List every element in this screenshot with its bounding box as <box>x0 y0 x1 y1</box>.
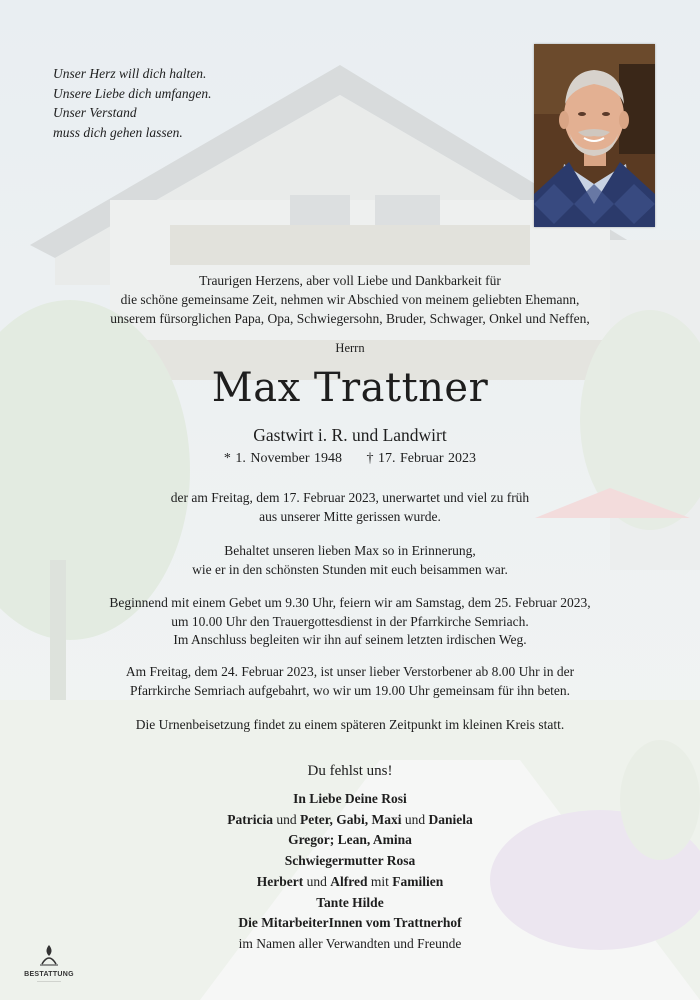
funeral-home-logo <box>18 944 80 984</box>
intro-line: Traurigen Herzens, aber voll Liebe und Dankbarkeit für <box>199 273 501 288</box>
death-date: † 17. Februar 2023 <box>366 451 477 466</box>
portrait-photo <box>534 44 655 227</box>
candle-flame-icon <box>37 944 61 966</box>
mourner-line: im Namen aller Verwandten und Freunde <box>238 935 462 951</box>
connector-word: und <box>276 811 297 827</box>
salutation: Herrn <box>335 341 365 355</box>
life-dates <box>0 451 700 467</box>
poem-line: Unser Herz will dich halten. <box>53 66 207 81</box>
paragraph-line: Pfarrkirche Semriach aufgebahrt, wo wir um 19.00 Uhr gemeinsam für ihn beten. <box>129 682 571 698</box>
logo-subtext: —————— <box>37 978 61 983</box>
paragraph-remembrance <box>0 542 700 579</box>
paragraph-death-notice <box>0 489 700 526</box>
mourner-line: Tante Hilde <box>316 894 384 910</box>
mourner-name: Familien <box>392 873 444 889</box>
poem-line: muss dich gehen lassen. <box>53 124 183 140</box>
closing-phrase: Du fehlst uns! <box>307 763 393 779</box>
paragraph-line: aus unserer Mitte gerissen wurde. <box>259 508 441 524</box>
paragraph-viewing <box>0 663 700 700</box>
birth-date: * 1. November 1948 <box>223 451 343 466</box>
poem-verse <box>53 64 211 142</box>
paragraph-line: um 10.00 Uhr den Trauergottesdienst in der Pfarrkirche Semriach. <box>171 613 529 629</box>
paragraph-line: der am Freitag, dem 17. Februar 2023, unerwartet und viel zu früh <box>170 490 530 505</box>
poem-line: Unsere Liebe dich umfangen. <box>53 85 212 101</box>
connector-word: und <box>404 811 426 827</box>
mourners-list <box>0 789 700 955</box>
mourner-name: Daniela <box>428 811 473 827</box>
connector-word: mit <box>370 873 389 889</box>
paragraph-line: Am Freitag, dem 24. Februar 2023, ist unser lieber Verstorbener ab 8.00 Uhr in der <box>125 664 575 679</box>
intro-line: unserem fürsorglichen Papa, Opa, Schwiegersohn, Bruder, Schwager, Onkel und Neffen, <box>110 311 590 326</box>
paragraph-service <box>0 594 700 650</box>
paragraph-line: Behaltet unseren lieben Max so in Erinnerung, <box>224 543 476 558</box>
paragraph-line: Die Urnenbeisetzung findet zu einem späteren Zeitpunkt im kleinen Kreis statt. <box>135 717 565 732</box>
intro-line: die schöne gemeinsame Zeit, nehmen wir Abschied von meinem geliebten Ehemann, <box>120 292 580 307</box>
intro-text <box>0 271 700 328</box>
mourner-name: Alfred <box>330 873 368 889</box>
paragraph-line: wie er in den schönsten Stunden mit euch beisammen war. <box>192 561 508 577</box>
mourner-name: Herbert <box>256 873 304 889</box>
occupation: Gastwirt i. R. und Landwirt <box>253 425 447 445</box>
mourner-line: Gregor; Lean, Amina <box>288 832 412 848</box>
paragraph-burial <box>0 716 700 735</box>
deceased-name: Max Trattner <box>211 365 489 411</box>
mourner-name: Peter, Gabi, Maxi <box>299 811 402 827</box>
connector-word: und <box>306 873 327 889</box>
logo-text: BESTATTUNG <box>24 971 74 978</box>
mourner-line <box>0 810 700 831</box>
mourner-line <box>0 872 700 893</box>
mourner-line: Schwiegermutter Rosa <box>284 853 416 869</box>
mourner-name: Patricia <box>227 811 273 827</box>
mourner-line: In Liebe Deine Rosi <box>293 791 407 806</box>
paragraph-line: Im Anschluss begleiten wir ihn auf seinem letzten irdischen Weg. <box>173 632 527 647</box>
paragraph-line: Beginnend mit einem Gebet um 9.30 Uhr, feiern wir am Samstag, dem 25. Februar 2023, <box>109 595 591 610</box>
mourner-line: Die MitarbeiterInnen vom Trattnerhof <box>238 915 462 931</box>
poem-line: Unser Verstand <box>53 105 137 120</box>
